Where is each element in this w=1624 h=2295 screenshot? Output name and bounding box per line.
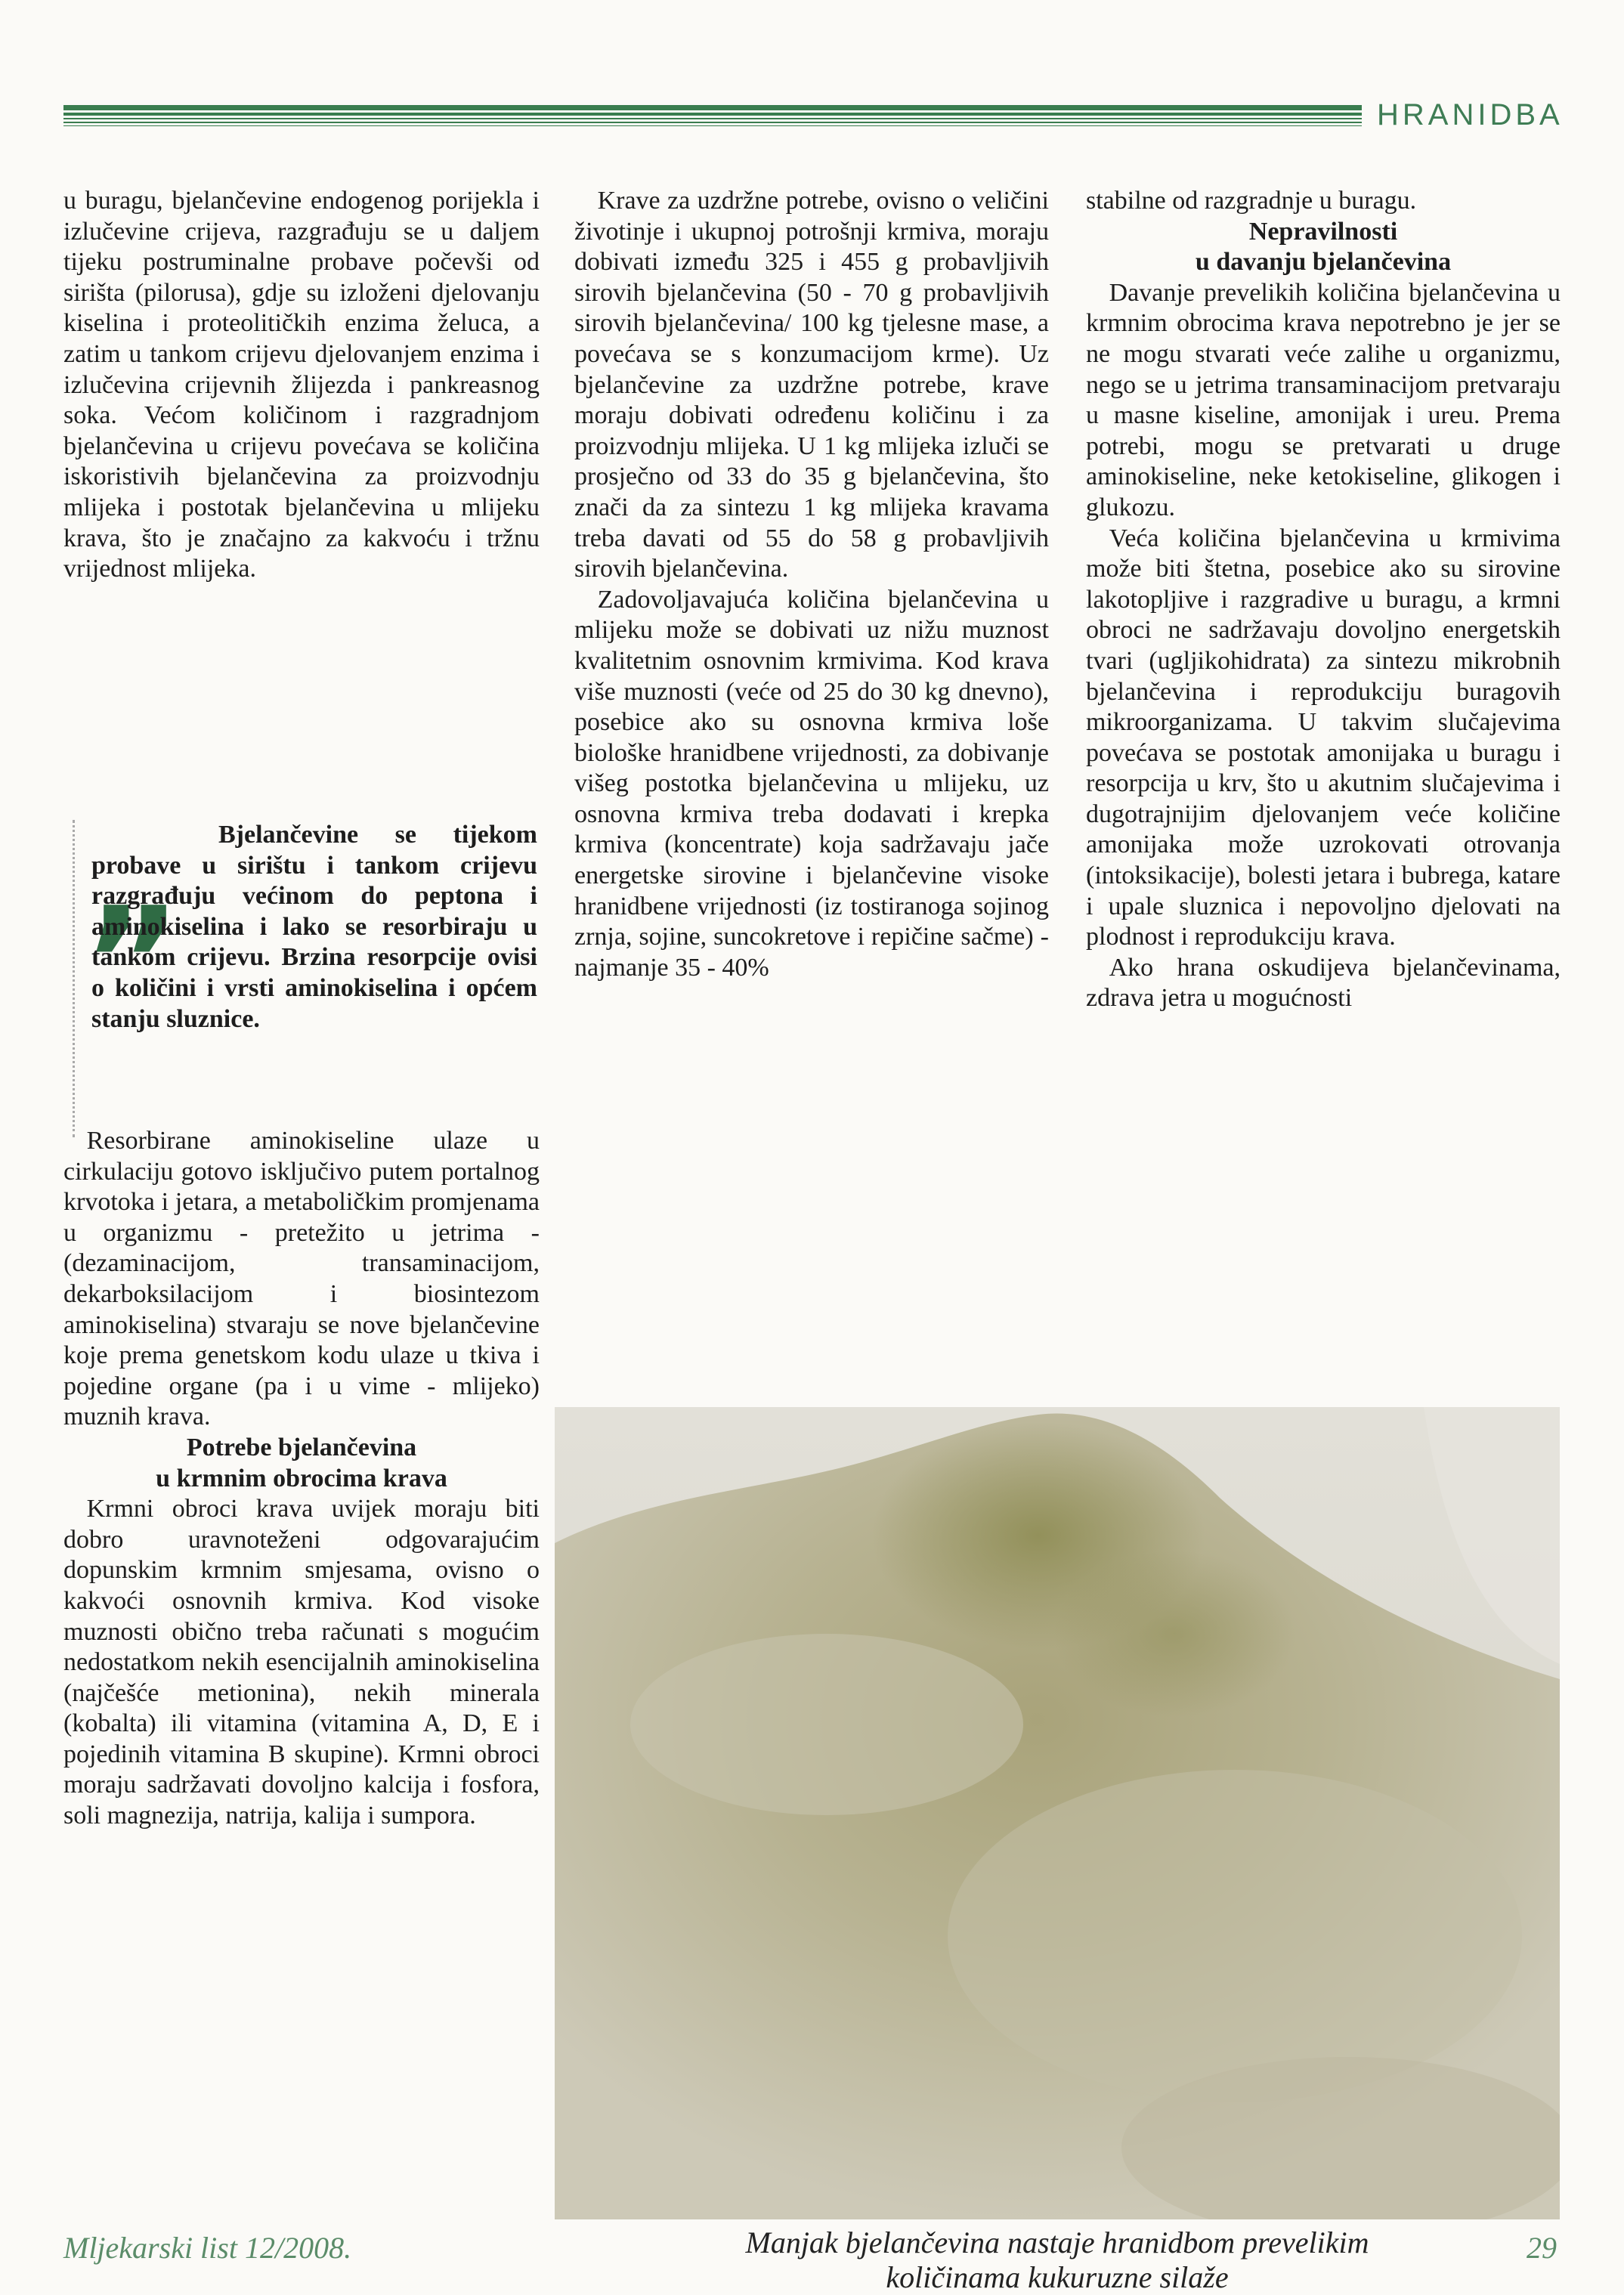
subheading-line: u davanju bjelančevina [1195, 248, 1452, 277]
paragraph: Krave za uzdržne potrebe, ovisno o veličini životinje i ukupnoj potrošnji krmiva, moraju dobivati između 325 i 455 g probavljivih sirovih bjelančevina (50 - 70 g probavljivih sirovih bjelančevina/ 100 kg tjelesne mase, a povećava se s konzumacijom krme). Uz bjelančevine za uzdržne potrebe, krave moraju dobivati određenu količinu i za proizvodnju mlijeka. U 1 kg mlijeka izluči se prosječno od 33 do 35 g bjelančevina, što znači da za sintezu 1 kg mlijeka kravama treba davati od 55 do 58 g probavljivih sirovih bjelančevina. [574, 187, 1049, 583]
column-1-bottom [63, 1126, 540, 1832]
pull-quote [73, 793, 537, 1137]
quote-mark-icon: „ [85, 793, 185, 970]
paragraph: Ako hrana oskudijeva bjelančevinama, zdrava jetra u mogućnosti [1086, 953, 1561, 1013]
caption-line: Manjak bjelančevina nastaje hranidbom prevelikim [745, 2225, 1369, 2259]
header-rule [63, 105, 1362, 110]
caption-line: količinama kukuruzne silaže [886, 2260, 1229, 2294]
header-rule [63, 113, 1362, 116]
subheading-line: Nepravilnosti [1248, 217, 1398, 246]
paragraph: Krmni obroci krava uvijek moraju biti dobro uravnoteženi odgovarajućim dopunskim krmnim smjesama, ovisno o kakvoći osnovnih krmiva. Kod visoke muznosti obično treba računati s mogućim nedostatkom nekih esencijalnih aminokiselina (najčešće metionina), nekih minerala (kobalta) ili vitamina (vitamina A, D, E i pojedinih vitamina B skupine). Krmni obroci moraju sadržavati dovoljno kalcija i fosfora, soli magnezija, natrija, kalija i sumpora. [63, 1495, 540, 1830]
paragraph: Zadovoljavajuća količina bjelančevina u mlijeku može se dobivati uz nižu muznost kvalitetnim osnovnim krmivima. Kod krava više muznosti (veće od 25 do 30 kg dnevno), posebice ako su osnovna krmiva loše biološke hranidbene vrijednosti, za dobivanje višeg postotka bjelančevina u mlijeku, uz osnovna krmiva treba dodavati i krepka krmiva (koncentrate) koja sadržavaju jače energetske sirovine i bjelančevine visoke hranidbene vrijednosti (iz tostiranoga sojinog zrnja, sojine, suncokretove i repičine sačme) - najmanje 35 - 40% [574, 585, 1049, 982]
subheading [63, 1433, 540, 1494]
column-3 [1086, 186, 1561, 1014]
column-1-top [63, 186, 540, 585]
pull-quote-text: Bjelančevine se tijekom probave u sirištu i tankom crijevu razgrađuju većinom do peptona i aminokiselina i lako se resorbiraju u tankom crijevu. Brzina resorpcije ovisi o količini i vrsti aminokiselina i općem stanju sluznice. [91, 821, 537, 1033]
paragraph: u buragu, bjelančevine endogenog porijekla i izlučevine crijeva, razgrađuju se u daljem tijeku postruminalne probave počevši od sirišta (pilorusa), gdje su izloženi djelovanju kiselina i proteolitičkih enzima želuca, a zatim u tankom crijevu djelovanjem enzima i izlučevina crijevnih žlijezda i pankreasnog soka. Većom količinom i razgradnjom bjelančevina u crijevu povećava se količina iskoristivih bjelančevina za proizvodnju mlijeka i postotak bjelančevina u mlijeku krava, što je značajno za kakvoću i tržnu vrijednost mlijeka. [63, 187, 540, 583]
subheading [1086, 217, 1561, 278]
paragraph: Resorbirane aminokiseline ulaze u cirkulaciju gotovo isključivo putem portalnog krvotoka i jetara, a metaboličkim promjenama u organizmu - pretežito u jetrima - (dezaminacijom, transaminacijom, dekarboksilacijom i biosintezom aminokiselina) stvaraju se nove bjelančevine koje prema genetskom kodu ulaze u tkiva i pojedine organe (pa i u vime - mlijeko) muznih krava. [63, 1127, 540, 1431]
subheading-line: u krmnim obrocima krava [156, 1464, 447, 1492]
page-number: 29 [1527, 2231, 1557, 2265]
column-2 [574, 186, 1049, 983]
paragraph: Veća količina bjelančevina u krmivima može biti štetna, posebice ako su sirovine lakotopljive i razgradive u buragu, a krmni obroci ne sadržavaju dovoljno energetskih tvari (ugljikohidrata) za sintezu mikrobnih bjelančevina i reprodukciju buragovih mikroorganizama. U takvim slučajevima povećava se postotak amonijaka u buragu i resorpcija u krv, što u akutnim slučajevima i dugotrajnijim djelovanjem veće količine amonijaka može uzrokovati otrovanja (intoksikacije), bolesti jetara i bubrega, katare i upale sluznica i nepovoljno djelovati na plodnost i reprodukciju krava. [1086, 524, 1561, 951]
subheading-line: Potrebe bjelančevina [186, 1433, 417, 1461]
publication-info: Mljekarski list 12/2008. [63, 2231, 352, 2265]
silage-pile-photo [555, 1407, 1560, 2219]
photo-caption [555, 2225, 1560, 2295]
header-rule [63, 118, 1362, 119]
section-title: HRANIDBA [1377, 98, 1564, 131]
paragraph: stabilne od razgradnje u buragu. [1086, 187, 1417, 215]
header-rule [63, 122, 1362, 123]
photo-image [555, 1407, 1560, 2219]
header-rule [63, 125, 1362, 126]
paragraph: Davanje prevelikih količina bjelančevina u krmnim obrocima krava nepotrebno je jer se ne mogu stvarati veće zalihe u organizmu, nego se u jetrima transaminacijom pretvaraju u masne kiseline, amonijak i ureu. Prema potrebi, mogu se pretvarati u druge aminokiseline, neke ketokiseline, glikogen i glukozu. [1086, 278, 1561, 521]
